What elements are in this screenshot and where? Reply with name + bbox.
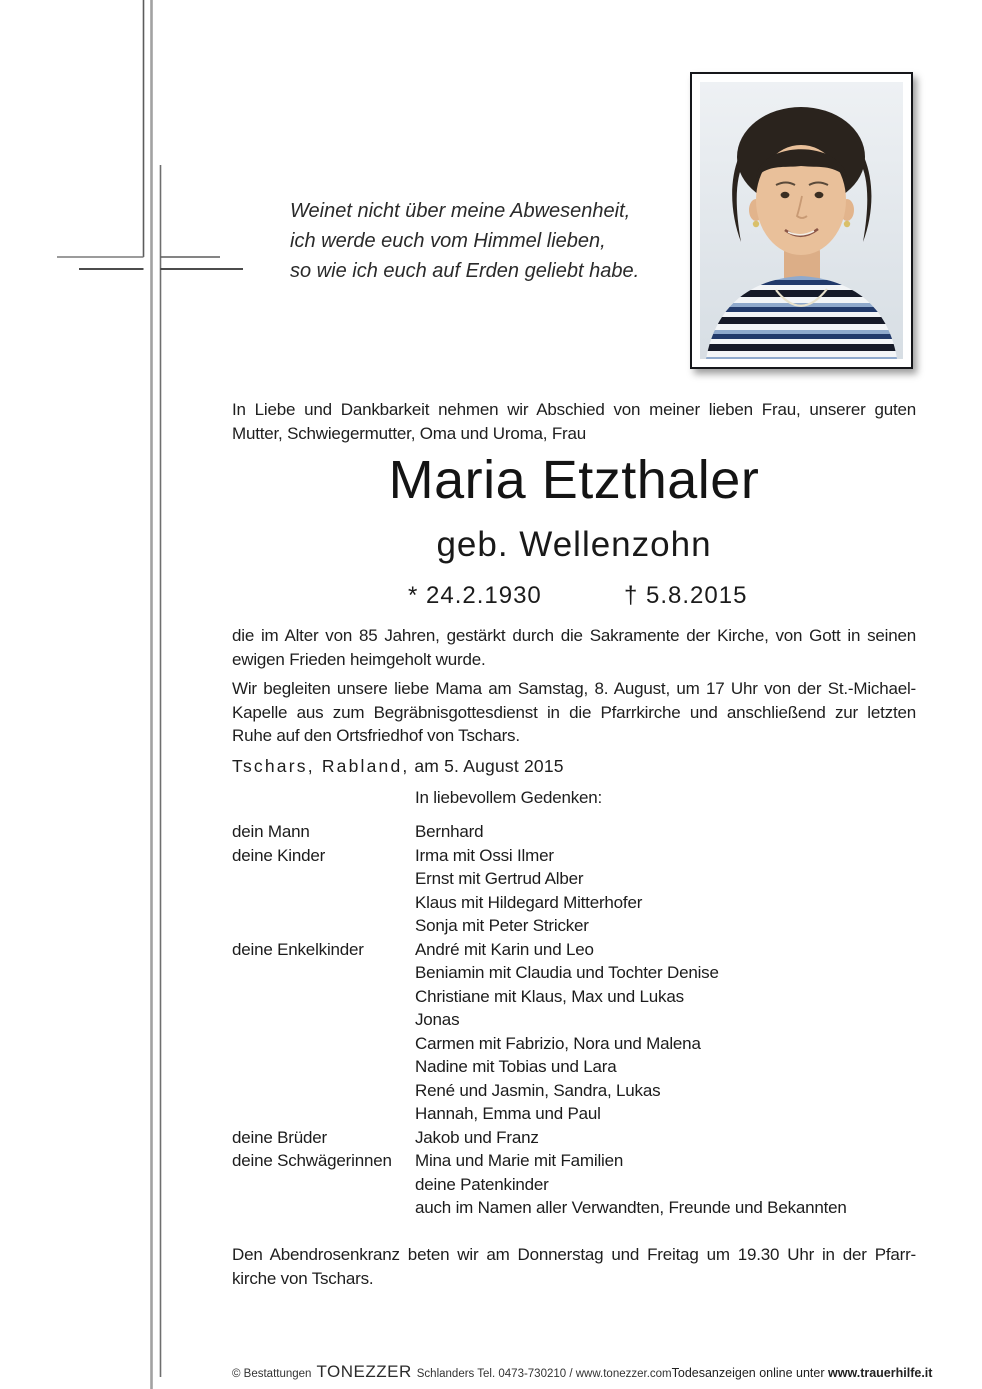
mourner-name: André mit Karin und Leo bbox=[415, 939, 594, 959]
text-line: Kapelle aus zum Begräbnisgottesdienst in die Pfarrkirche und anschließend zur letzten bbox=[232, 702, 916, 722]
death-paragraph bbox=[232, 624, 916, 671]
life-dates bbox=[232, 582, 916, 612]
date: am 5. August 2015 bbox=[414, 756, 564, 776]
mourner-name: René und Jasmin, Sandra, Lukas bbox=[415, 1080, 661, 1100]
gedenken-heading: In liebevollem Gedenken: bbox=[415, 788, 603, 807]
place-date-line bbox=[232, 756, 916, 777]
birth-date: * 24.2.1930 bbox=[408, 582, 542, 609]
mourners-list bbox=[232, 820, 916, 1220]
footer-copyright: © Bestattungen bbox=[232, 1368, 312, 1380]
portrait-illustration bbox=[700, 82, 903, 359]
places: Tschars, Rabland, bbox=[232, 756, 410, 776]
text-line: In Liebe und Dankbarkeit nehmen wir Abschied von meiner lieben Frau, unserer guten bbox=[232, 400, 916, 419]
mourner-relation-label bbox=[232, 961, 415, 985]
footer-online-notice bbox=[672, 1366, 933, 1380]
mourner-name: Christiane mit Klaus, Max und Lukas bbox=[415, 986, 684, 1006]
mourner-relation-label: deine Brüder bbox=[232, 1127, 327, 1147]
text-line: Mutter, Schwiegermutter, Oma und Uroma, Frau bbox=[232, 423, 587, 443]
mourner-relation-label bbox=[232, 891, 415, 915]
mourner-relation-label bbox=[232, 1032, 415, 1056]
mourner-relation-label: deine Schwägerinnen bbox=[232, 1151, 392, 1170]
mourner-name: Nadine mit Tobias und Lara bbox=[415, 1057, 617, 1076]
intro-paragraph bbox=[232, 398, 916, 445]
death-date: † 5.8.2015 bbox=[624, 582, 748, 609]
text-line: kirche von Tschars. bbox=[232, 1268, 374, 1288]
mourner-relation-label bbox=[232, 1008, 415, 1032]
mourner-name: Sonja mit Peter Stricker bbox=[415, 916, 589, 935]
text-line: Ruhe auf den Ortsfriedhof von Tschars. bbox=[232, 726, 520, 745]
mourner-name: Beniamin mit Claudia und Tochter Denise bbox=[415, 963, 719, 982]
mourner-relation-label: deine Enkelkinder bbox=[232, 939, 364, 959]
mourner-name: Ernst mit Gertrud Alber bbox=[415, 869, 584, 888]
mourner-name: auch im Namen aller Verwandten, Freunde und Bekannten bbox=[415, 1198, 847, 1217]
mourner-relation-label bbox=[232, 1079, 415, 1103]
text-line: die im Alter von 85 Jahren, gestärkt durch die Sakramente der Kirche, von Gott in seinen bbox=[232, 626, 916, 645]
rosary-paragraph bbox=[232, 1243, 916, 1290]
mourner-name: deine Patenkinder bbox=[415, 1174, 549, 1194]
mourner-name: Jonas bbox=[415, 1010, 460, 1029]
mourner-relation-label: deine Kinder bbox=[232, 845, 326, 865]
text-line: Weinet nicht über meine Abwesenheit, bbox=[290, 200, 631, 222]
mourner-relation-label bbox=[232, 1196, 415, 1220]
mourner-relation-label bbox=[232, 914, 415, 938]
footer-contact: Schlanders Tel. 0473-730210 / www.tonezzer.com bbox=[416, 1368, 672, 1380]
footer-right-text: Todesanzeigen online unter bbox=[671, 1366, 825, 1380]
mourner-relation-label bbox=[232, 867, 415, 891]
text-line: Den Abendrosenkranz beten wir am Donnerstag und Freitag um 19.30 Uhr in der Pfarr- bbox=[232, 1245, 916, 1264]
mourner-name: Carmen mit Fabrizio, Nora und Malena bbox=[415, 1033, 701, 1053]
mourner-name: Irma mit Ossi Ilmer bbox=[415, 845, 554, 865]
text-line: ich werde euch vom Himmel lieben, bbox=[290, 230, 606, 252]
mourner-name: Bernhard bbox=[415, 822, 484, 841]
text-line: Wir begleiten unsere liebe Mama am Samstag, 8. August, um 17 Uhr von der St.-Michael- bbox=[232, 679, 916, 698]
text-line: ewigen Frieden heimgeholt wurde. bbox=[232, 649, 486, 669]
mourner-relation-label bbox=[232, 985, 415, 1009]
memorial-verse bbox=[290, 196, 710, 286]
footer bbox=[232, 1362, 933, 1382]
mourner-relation-label: dein Mann bbox=[232, 822, 310, 841]
mourner-relation-label bbox=[232, 1102, 415, 1126]
mourner-relation-label bbox=[232, 1173, 415, 1197]
footer-right-url: www.trauerhilfe.it bbox=[828, 1366, 933, 1380]
mourner-name: Mina und Marie mit Familien bbox=[415, 1151, 624, 1170]
mourner-name: Klaus mit Hildegard Mitterhofer bbox=[415, 892, 643, 912]
mourner-relation-label bbox=[232, 1055, 415, 1079]
maiden-name: geb. Wellenzohn bbox=[436, 525, 712, 564]
deceased-name: Maria Etzthaler bbox=[388, 450, 760, 510]
footer-brand: TONEZZER bbox=[316, 1362, 412, 1381]
funeral-paragraph bbox=[232, 677, 916, 748]
portrait-photo bbox=[690, 72, 913, 369]
mourner-name: Jakob und Franz bbox=[415, 1127, 539, 1147]
text-line: so wie ich euch auf Erden geliebt habe. bbox=[290, 260, 640, 282]
mourner-name: Hannah, Emma und Paul bbox=[415, 1104, 601, 1123]
